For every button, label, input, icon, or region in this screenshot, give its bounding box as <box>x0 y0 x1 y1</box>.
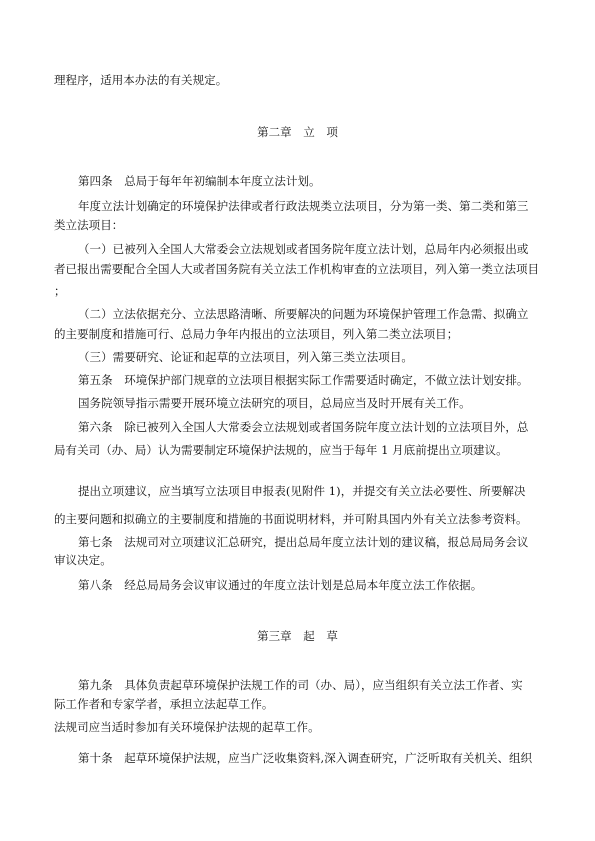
article-8: 第八条 经总局局务会议审议通过的年度立法计划是总局本年度立法工作依据。 <box>78 578 483 592</box>
category-2-line-2: 的主要制度和措施可行、总局力争年内报出的立法项目，列入第二类立法项目； <box>54 327 459 341</box>
article-5-para: 国务院领导指示需要开展环境立法研究的项目，总局应当及时开展有关工作。 <box>78 396 471 410</box>
article-10-line-1: 第十条 起草环境保护法规，应当广泛收集资料,深入调查研究，广泛听取有关机关、组织 <box>78 751 533 765</box>
category-1-line-1: （一）已被列入全国人大常委会立法规划或者国务院年度立法计划，总局年内必须报出或 <box>78 242 529 256</box>
article-4: 第四条 总局于每年年初编制本年度立法计划。 <box>78 174 321 188</box>
category-3: （三）需要研究、论证和起草的立法项目，列入第三类立法项目。 <box>78 350 413 364</box>
category-1-line-3: ； <box>54 284 66 298</box>
article-7-line-1: 第七条 法规司对立项建议汇总研究，提出总局年度立法计划的建议稿，报总局局务会议 <box>78 535 529 549</box>
article-5: 第五条 环境保护部门规章的立法项目根据实际工作需要适时确定，不做立法计划安排。 <box>78 373 529 387</box>
article-9-line-1: 第九条 具体负责起草环境保护法规工作的司（办、局），应当组织有关立法工作者、实 <box>78 678 523 692</box>
article-4-para-line-1: 年度立法计划确定的环境保护法律或者行政法规类立法项目，分为第一类、第二类和第三 <box>78 199 529 213</box>
article-6-line-1: 第六条 除已被列入全国人大常委会立法规划或者国务院年度立法计划的立法项目外，总 <box>78 420 529 434</box>
article-4-para-line-2: 类立法项目： <box>54 218 124 232</box>
chapter-2-heading: 第二章 立 项 <box>257 125 338 139</box>
chapter-3-heading: 第三章 起 草 <box>257 629 338 643</box>
article-9-line-2: 际工作者和专家学者，承担立法起草工作。 <box>54 697 274 711</box>
proposal-para-line-2: 的主要问题和拟确立的主要制度和措施的书面说明材料，并可附具国内外有关立法参考资料。 <box>54 512 528 526</box>
article-7-line-2: 审议决定。 <box>54 553 112 567</box>
article-9-para: 法规司应当适时参加有关环境保护法规的起草工作。 <box>54 720 320 734</box>
paragraph-continuation: 理程序，适用本办法的有关规定。 <box>54 73 228 87</box>
proposal-para-line-1: 提出立项建议，应当填写立法项目申报表(见附件 1)，并提交有关立法必要性、所要解决 <box>78 484 526 498</box>
category-2-line-1: （二）立法依据充分、立法思路清晰、所要解决的问题为环境保护管理工作急需、拟确立 <box>78 307 529 321</box>
article-6-line-2: 局有关司（办、局）认为需要制定环境保护法规的，应当于每年 1 月底前提出立项建议。 <box>54 443 508 457</box>
category-1-line-2: 者已报出需要配合全国人大或者国务院有关立法工作机构审查的立法项目，列入第一类立法项目 <box>54 262 540 276</box>
